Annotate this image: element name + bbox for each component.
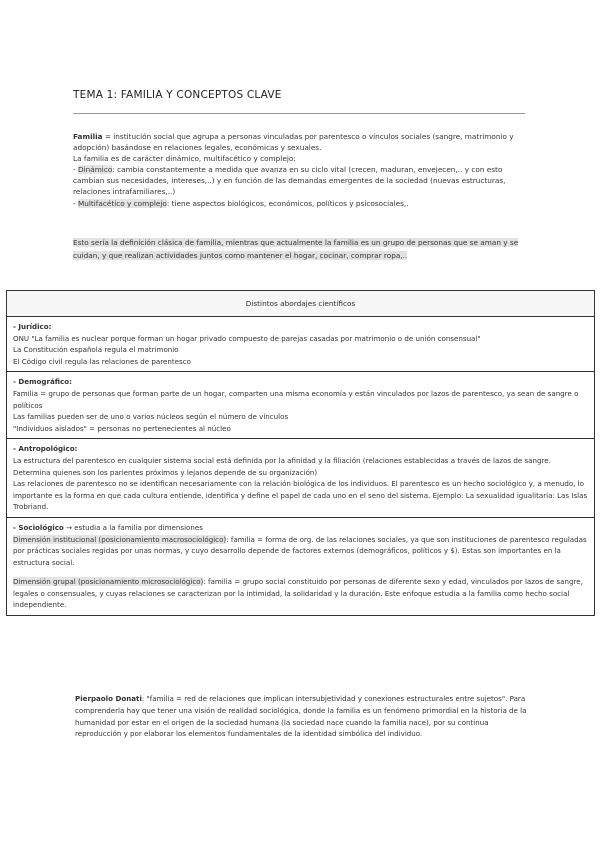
dinamico-text: : cambia constantemente a medida que avanza en su ciclo vital (crecen, maduran, envejecen,.. y con esto cambian sus necesidades, intereses,..) y en función de las demandas emergentes de la sociedad (nuevas estructuras, relaciones intrafamiliares,..) xyxy=(73,165,506,197)
highlight-note-text: Esto sería la definición clásica de familia, mientras que actualmente la familia es un grupo de personas que se aman y se cuidan, y que realizan actividades juntos como mantener el hogar, cocinar, comprar ropa,.. xyxy=(73,238,519,260)
demografico-line: Familia = grupo de personas que forman parte de un hogar, comparten una misma economía y están vinculados por lazos de parentesco, ya sean de sangre o políticos xyxy=(13,388,579,410)
multi-item xyxy=(73,198,529,209)
macro-text: : familia = forma de org. de las relaciones sociales, ya que son instituciones de parentesco reguladas por prácticas sociales regidas por unas normas, y cuyo desarrollo depende de factores externos (demográficos, políticos y $). Estas son importantes en la estructura social. xyxy=(13,534,587,567)
sociologico-heading-rest: → estudia a la familia por dimensiones xyxy=(63,522,203,532)
paragraph-gap xyxy=(13,568,588,576)
antropologico-line: Las relaciones de parentesco no se identifican necesariamente con la relación biológica de los individuos. El parentesco es un hecho sociológico y, a menudo, lo importante es la forma en que cada cultura entiende, identifica y define el papel de cada uno en el seno del sistema. Ejemplo: La sexualidad igualitaria: Las Islas Trobriand. xyxy=(13,479,588,512)
table-header: Distintos abordajes científicos xyxy=(7,291,594,317)
antropologico-heading: - Antropológico: xyxy=(13,444,78,454)
intro-section xyxy=(73,131,529,209)
multi-prefix: - xyxy=(73,198,78,208)
demografico-heading: - Demográfico: xyxy=(13,377,72,387)
multi-term: Multifacético y complejo xyxy=(77,198,167,208)
familia-def-text: = institución social que agrupa a personas vinculadas por parentesco o vínculos sociales (sangre, matrimonio y adopción) basándose en relaciones legales, económicas y sexuales. xyxy=(73,132,514,153)
familia-definition xyxy=(73,131,529,153)
macro-paragraph xyxy=(13,534,588,569)
multi-text: : tiene aspectos biológicos, económicos, políticos y psicosociales,. xyxy=(166,198,409,208)
approaches-table xyxy=(6,290,595,616)
macro-term: Dimensión institucional (posicionamiento macrosociológico) xyxy=(13,534,227,544)
antropologico-cell xyxy=(7,439,594,518)
juridico-line: La Constitución española regula el matrimonio xyxy=(13,345,179,355)
antropologico-line: La estructura del parentesco en cualquier sistema social está definida por la afinidad y la filiación (relaciones establecidas a través de lazos de sangre. Determina quienes son los parientes próximos y lejanos depende de su organización) xyxy=(13,455,551,477)
juridico-heading: - Jurídico: xyxy=(13,322,52,331)
title-divider xyxy=(73,113,525,114)
dinamico-term: Dinámico xyxy=(77,165,113,175)
caracter-line: La familia es de carácter dinámico, multifacético y complejo: xyxy=(73,154,296,164)
juridico-cell xyxy=(7,317,594,372)
sociologico-cell xyxy=(7,518,594,615)
sociologico-heading-line xyxy=(13,522,588,534)
micro-term: Dimensión grupal (posicionamiento microsociológico) xyxy=(13,577,204,587)
demografico-line: "Individuos aislados" = personas no pertenecientes al núcleo xyxy=(13,423,231,433)
donati-text: : "familia = red de relaciones que implican intersubjetividad y conexiones estructurales entre sujetos". Para comprenderla hay que tener una visión de realidad sociológica, donde la familia es un fenómeno primordial en la historia de la humanidad por estar en el origen de la sociedad humana (la sociedad nace cuando la familia nace), por su continua reproducción y por elaborar los elementos fundamentales de la identidad simbólica del individuo. xyxy=(75,694,527,739)
donati-paragraph xyxy=(75,693,527,740)
micro-text: : familia = grupo social constituido por personas de diferente sexo y edad, vinculados por lazos de sangre, legales o consensuales, y cuyas relaciones se caracterizan por la intimidad, la solidaridad y la duración. Este enfoque estudia a la familia como hecho social independiente. xyxy=(13,577,583,610)
familia-term: Familia xyxy=(73,132,103,141)
dinamico-prefix: - xyxy=(73,165,78,175)
highlight-note xyxy=(73,236,531,262)
demografico-line: Las familias pueden ser de uno o varios núcleos según el número de vínculos xyxy=(13,412,289,422)
juridico-line: ONU "La familia es nuclear porque forman un hogar privado compuesto de parejas casadas por matrimonio o de unión consensual" xyxy=(13,333,481,343)
dinamico-item xyxy=(73,164,529,197)
page-title: TEMA 1: FAMILIA Y CONCEPTOS CLAVE xyxy=(73,89,282,101)
donati-name: Pierpaolo Donati xyxy=(75,694,142,703)
juridico-line: El Código civil regula las relaciones de parentesco xyxy=(13,356,191,366)
sociologico-heading: - Sociológico xyxy=(13,522,64,532)
demografico-cell xyxy=(7,372,594,439)
micro-paragraph xyxy=(13,576,588,611)
